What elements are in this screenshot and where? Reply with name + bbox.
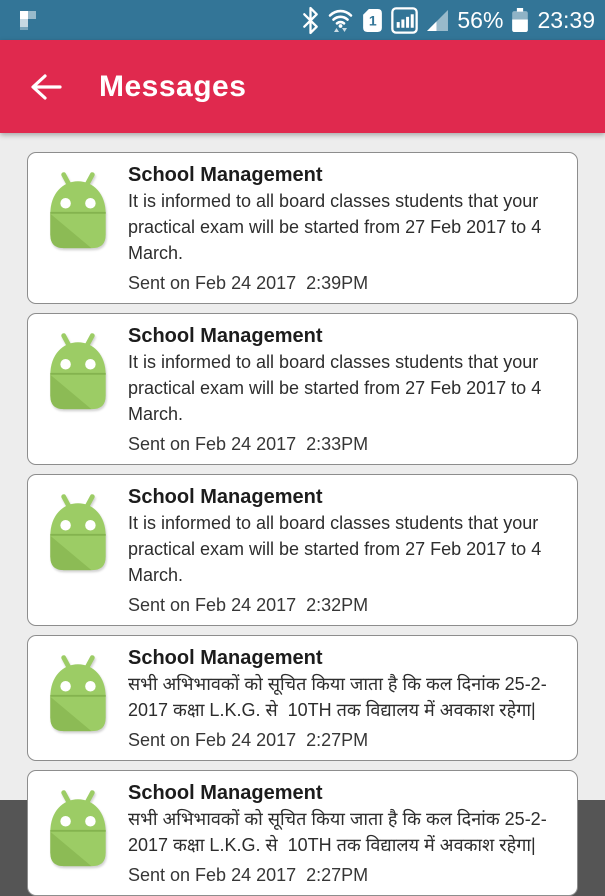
- message-body: It is informed to all board classes students that your practical exam will be started from 27 Feb 2017 to 4 March.: [128, 191, 547, 263]
- status-bar: [0, 0, 605, 40]
- android-app-icon: [28, 646, 128, 733]
- message-sender: School Management: [128, 486, 323, 508]
- wifi-icon: [327, 5, 354, 35]
- battery-icon: [511, 8, 529, 33]
- flipboard-notification-icon: [20, 11, 37, 30]
- app-bar: [0, 40, 605, 133]
- message-list: [0, 133, 605, 896]
- message-card[interactable]: [27, 770, 578, 896]
- message-body: सभी अभिभावकों को सूचित किया जाता है कि कल दिनांक 25-2-2017 कक्षा L.K.G. से 10TH तक विद्यालय में अवकाश रहेगा|: [128, 809, 547, 855]
- message-body: It is informed to all board classes students that your practical exam will be started from 27 Feb 2017 to 4 March.: [128, 352, 547, 424]
- mobile-signal-boxed-icon: [391, 7, 418, 34]
- message-timestamp: Sent on Feb 24 2017 2:39PM: [128, 273, 369, 293]
- message-card[interactable]: [27, 313, 578, 465]
- message-timestamp: Sent on Feb 24 2017 2:32PM: [128, 595, 369, 615]
- svg-text:1: 1: [369, 12, 378, 29]
- message-sender: School Management: [128, 782, 323, 804]
- back-button[interactable]: [27, 70, 65, 104]
- android-app-icon: [28, 781, 128, 868]
- clock: 23:39: [537, 7, 595, 33]
- message-body: सभी अभिभावकों को सूचित किया जाता है कि कल दिनांक 25-2-2017 कक्षा L.K.G. से 10TH तक विद्यालय में अवकाश रहेगा|: [128, 674, 547, 720]
- message-timestamp: Sent on Feb 24 2017 2:33PM: [128, 434, 369, 454]
- android-app-icon: [28, 324, 128, 411]
- message-sender: School Management: [128, 325, 323, 347]
- message-body: It is informed to all board classes students that your practical exam will be started from 27 Feb 2017 to 4 March.: [128, 513, 547, 585]
- back-arrow-icon: [29, 72, 63, 102]
- message-sender: School Management: [128, 164, 323, 186]
- android-app-icon: [28, 485, 128, 572]
- message-card[interactable]: [27, 474, 578, 626]
- battery-percent: 56%: [457, 7, 504, 33]
- message-card[interactable]: [27, 635, 578, 761]
- android-app-icon: [28, 163, 128, 250]
- message-timestamp: Sent on Feb 24 2017 2:27PM: [128, 865, 369, 885]
- bluetooth-icon: [302, 7, 319, 34]
- signal-strength-icon: [426, 9, 449, 32]
- message-card[interactable]: [27, 152, 578, 304]
- page-title: Messages: [99, 69, 247, 103]
- message-sender: School Management: [128, 647, 323, 669]
- sim-card-icon: [362, 8, 383, 33]
- message-timestamp: Sent on Feb 24 2017 2:27PM: [128, 730, 369, 750]
